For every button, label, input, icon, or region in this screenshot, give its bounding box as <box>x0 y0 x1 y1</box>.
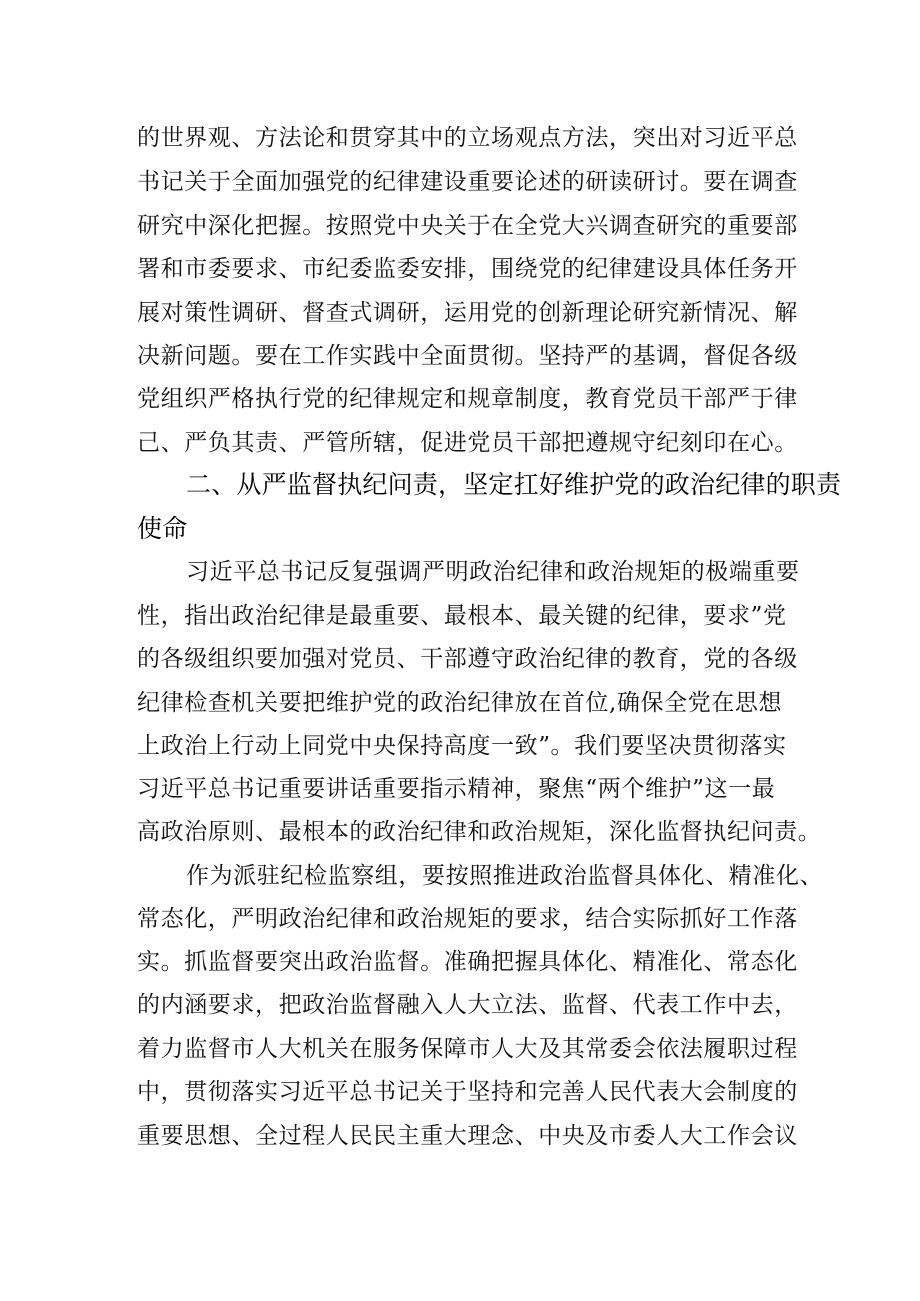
paragraph-3-line: 着力监督市人大机关在服务保障市人大及其常委会依法履职过程 <box>137 1036 798 1062</box>
paragraph-3-line: 中，贯彻落实习近平总书记关于坚持和完善人民代表大会制度的 <box>137 1079 798 1105</box>
paragraph-2-line: 高政治原则、最根本的政治纪律和政治规矩，深化监督执纪问责。 <box>137 819 822 845</box>
paragraph-2-line: 的各级组织要加强对党员、干部遵守政治纪律的教育，党的各级 <box>137 646 798 672</box>
paragraph-1-line: 研究中深化把握。按照党中央关于在全党大兴调查研究的重要部 <box>137 213 798 239</box>
paragraph-1-line: 的世界观、方法论和贯穿其中的立场观点方法，突出对习近平总 <box>137 125 798 151</box>
paragraph-3-line: 常态化，严明政治纪律和政治规矩的要求，结合实际抓好工作落 <box>137 906 798 932</box>
paragraph-3-line: 重要思想、全过程人民民主重大理念、中央及市委人大工作会议 <box>137 1123 798 1149</box>
paragraph-1-line: 书记关于全面加强党的纪律建设重要论述的研读研讨。要在调查 <box>137 169 798 195</box>
paragraph-2-line: 习近平总书记重要讲话重要指示精神，聚焦“两个维护”这一最 <box>137 776 776 802</box>
paragraph-1-line: 展对策性调研、督查式调研，运用党的创新理论研究新情况、解 <box>137 300 798 326</box>
paragraph-1-line: 己、严负其责、严管所辖，促进党员干部把遵规守纪刻印在心。 <box>137 430 798 456</box>
paragraph-2-line: 习近平总书记反复强调严明政治纪律和政治规矩的极端重要 <box>186 559 800 585</box>
section-heading: 使命 <box>137 514 188 543</box>
paragraph-3-line: 的内涵要求，把政治监督融入人大立法、监督、代表工作中去， <box>137 992 798 1018</box>
paragraph-1-line: 署和市委要求、市纪委监委安排，围绕党的纪律建设具体任务开 <box>137 256 798 282</box>
paragraph-3-line: 作为派驻纪检监察组，要按照推进政治监督具体化、精准化、 <box>186 863 824 889</box>
paragraph-3-line: 实。抓监督要突出政治监督。准确把握具体化、精准化、常态化 <box>137 949 798 975</box>
paragraph-2-line: 上政治上行动上同党中央保持高度一致”。我们要坚决贯彻落实 <box>137 733 787 759</box>
paragraph-1-line: 决新问题。要在工作实践中全面贯彻。坚持严的基调，督促各级 <box>137 343 798 369</box>
paragraph-2-line: 纪律检查机关要把维护党的政治纪律放在首位,确保全党在思想 <box>137 690 783 716</box>
section-heading: 二、从严监督执纪问责，坚定扛好维护党的政治纪律的职责 <box>186 470 842 499</box>
paragraph-2-line: 性，指出政治纪律是最重要、最根本、最关键的纪律，要求”党 <box>137 603 787 629</box>
paragraph-1-line: 党组织严格执行党的纪律规定和规章制度，教育党员干部严于律 <box>137 386 798 412</box>
